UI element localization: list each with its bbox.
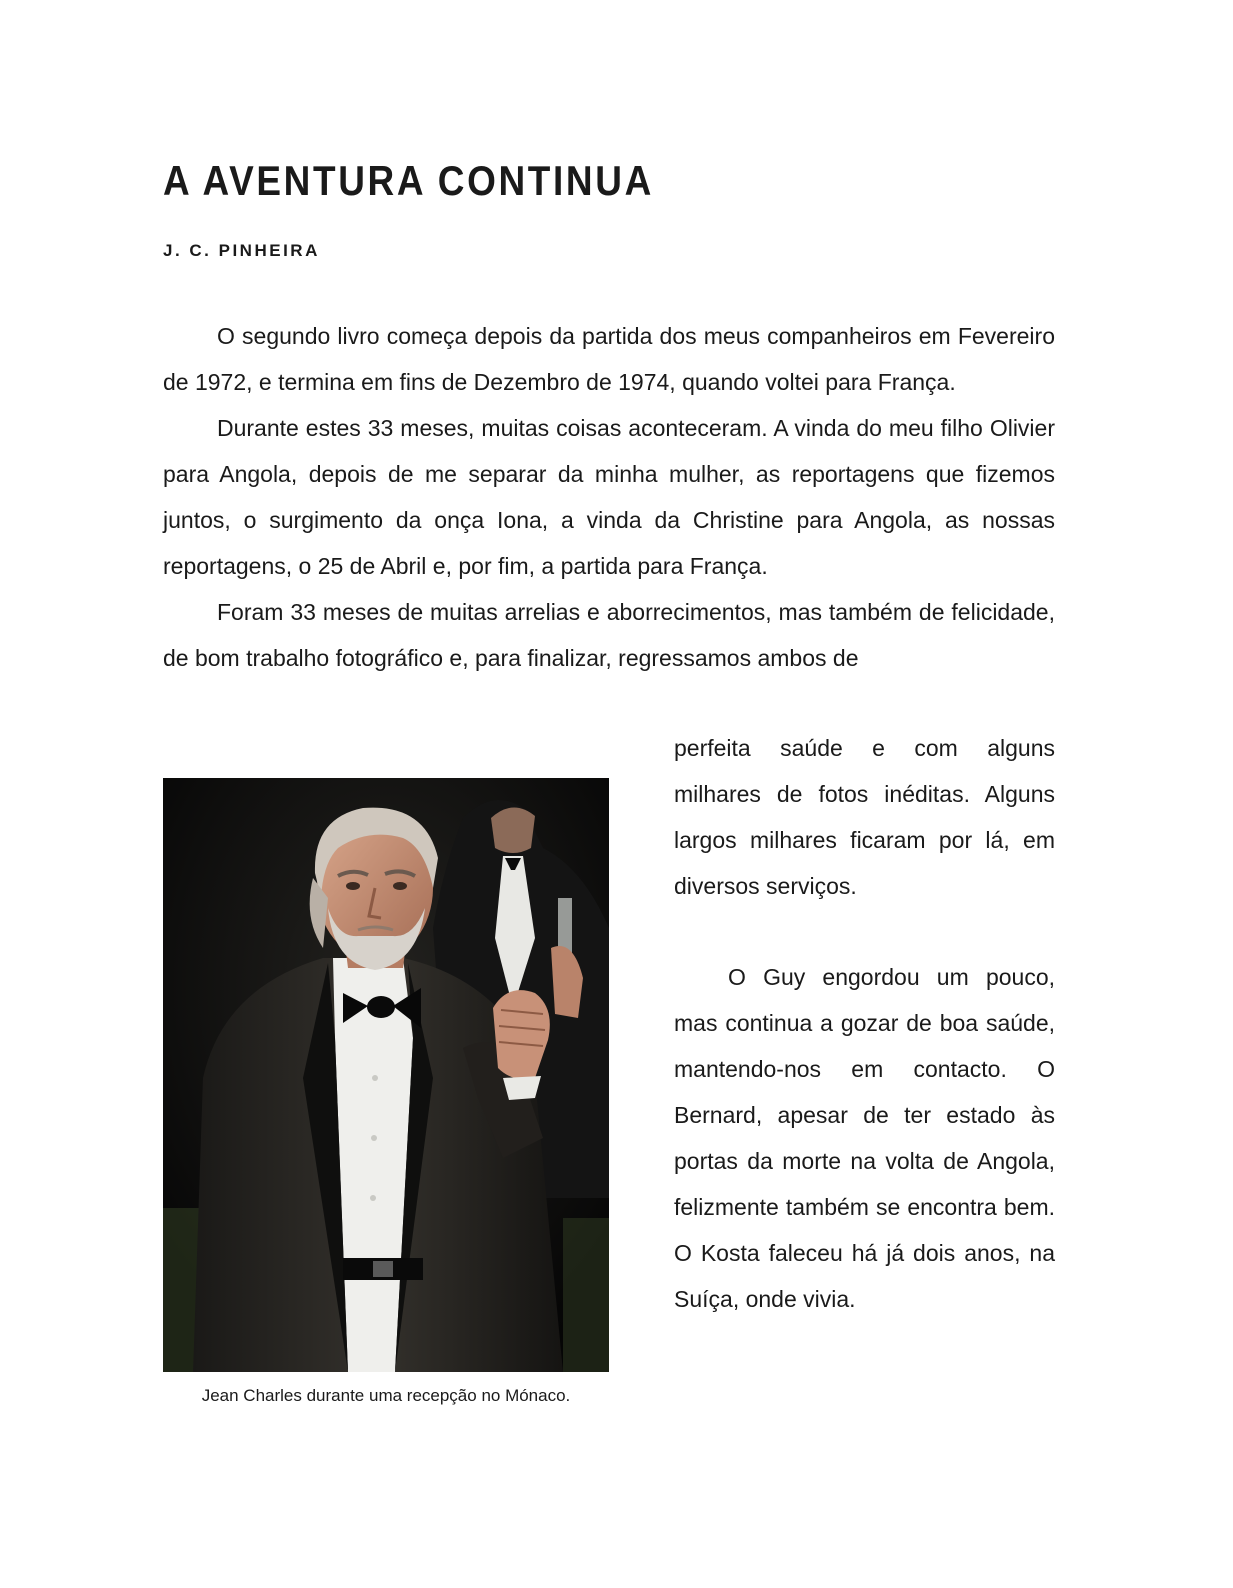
paragraph: perfeita saúde e com alguns milhares de fotos inéditas. Alguns largos milhares ficaram por lá, em diversos serviços. bbox=[674, 735, 1055, 899]
article-body bbox=[163, 313, 1055, 681]
paragraph: Durante estes 33 meses, muitas coisas aconteceram. A vinda do meu filho Olivier para Angola, depois de me separar da minha mulher, as reportagens que fizemos juntos, o surgimento da onça Iona, a vinda da Christine para Angola, as nossas reportagens, o 25 de Abril e, por fim, a partida para França. bbox=[163, 415, 1055, 579]
paragraph: O segundo livro começa depois da partida dos meus companheiros em Fevereiro de 1972, e termina em fins de Dezembro de 1974, quando voltei para França. bbox=[163, 323, 1055, 395]
portrait-illustration bbox=[163, 778, 609, 1372]
author-name: J. C. PINHEIRA bbox=[163, 241, 320, 260]
side-text-column bbox=[674, 725, 1055, 909]
portrait-photo bbox=[163, 778, 609, 1372]
photo-caption: Jean Charles durante uma recepção no Mónaco. bbox=[201, 1386, 571, 1405]
page-title: A AVENTURA CONTINUA bbox=[163, 157, 654, 204]
side-text-column bbox=[674, 954, 1055, 1322]
paragraph: Foram 33 meses de muitas arrelias e aborrecimentos, mas também de felicidade, de bom trabalho fotográfico e, para finalizar, regressamos ambos de bbox=[163, 599, 1055, 671]
paragraph: O Guy engordou um pouco, mas continua a gozar de boa saúde, mantendo-nos em contacto. O Bernard, apesar de ter estado às portas da morte na volta de Angola, felizmente também se encontra bem. O Kosta faleceu há já dois anos, na Suíça, onde vivia. bbox=[674, 964, 1055, 1312]
